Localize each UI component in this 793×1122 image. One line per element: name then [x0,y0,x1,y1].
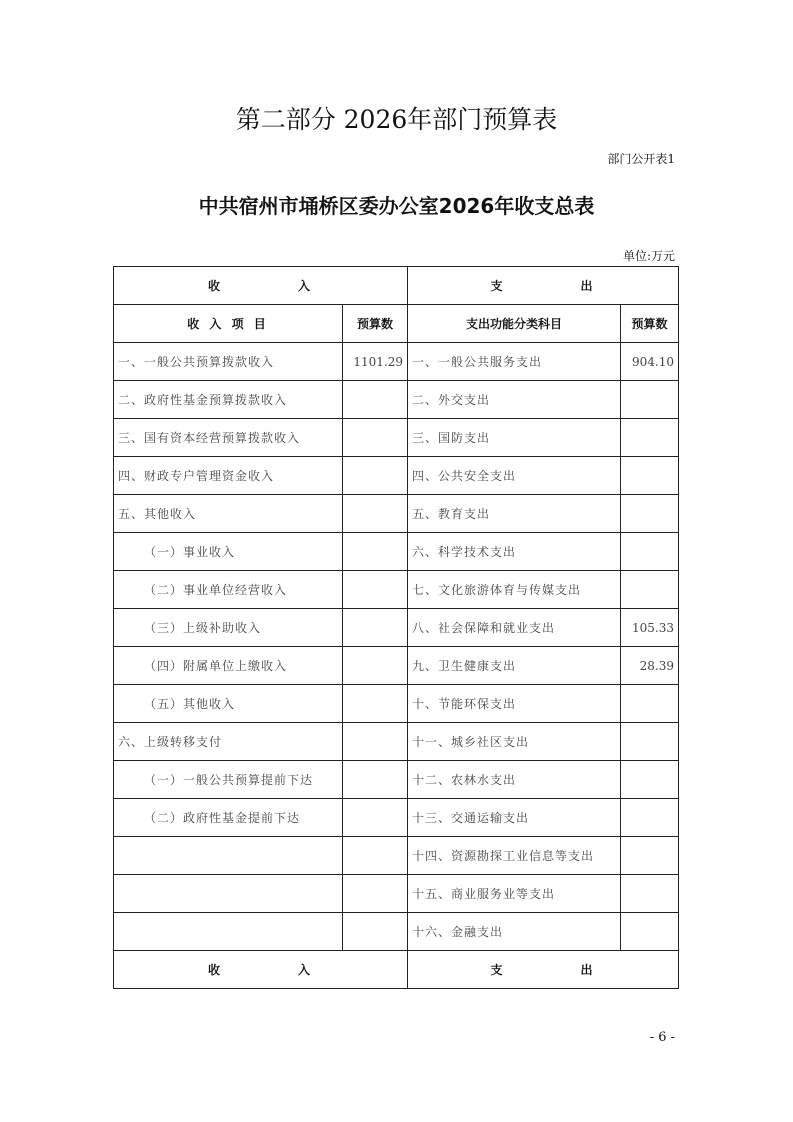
table-row [114,381,679,419]
expense-item: 十二、农林水支出 [408,761,621,799]
table-row [114,647,679,685]
page-number: - 6 - [649,1030,675,1045]
income-item: （二）政府性基金提前下达 [114,799,343,837]
table-row [114,495,679,533]
budget-table [113,266,679,989]
income-item: 二、政府性基金预算拨款收入 [114,381,343,419]
income-budget [343,723,408,761]
expense-item: 六、科学技术支出 [408,533,621,571]
income-budget [343,495,408,533]
expense-budget: 105.33 [621,609,679,647]
expense-budget [621,913,679,951]
income-item [114,913,343,951]
expense-item-header: 支出功能分类科目 [408,305,621,343]
income-item-header: 收 入 项 目 [114,305,343,343]
expense-item: 十四、资源勘探工业信息等支出 [408,837,621,875]
income-budget [343,647,408,685]
expense-budget [621,799,679,837]
expense-item: 十、节能环保支出 [408,685,621,723]
income-item: （五）其他收入 [114,685,343,723]
table-tag: 部门公开表1 [607,152,675,166]
table-row [114,533,679,571]
expense-budget [621,761,679,799]
income-item: （一）一般公共预算提前下达 [114,761,343,799]
income-item [114,837,343,875]
table-row [114,799,679,837]
expense-budget [621,495,679,533]
table-row [114,343,679,381]
expense-item: 五、教育支出 [408,495,621,533]
table-row [114,571,679,609]
income-budget [343,913,408,951]
table-row [114,837,679,875]
table-row [114,419,679,457]
income-budget [343,837,408,875]
expense-item: 三、国防支出 [408,419,621,457]
expense-budget-header: 预算数 [621,305,679,343]
income-item: 三、国有资本经营预算拨款收入 [114,419,343,457]
expense-budget [621,457,679,495]
income-header: 收 入 [114,267,408,305]
table-title: 中共宿州市埇桥区委办公室2026年收支总表 [198,194,595,218]
expense-item: 七、文化旅游体育与传媒支出 [408,571,621,609]
expense-item: 一、一般公共服务支出 [408,343,621,381]
income-item: （一）事业收入 [114,533,343,571]
expense-budget [621,533,679,571]
expense-budget [621,571,679,609]
income-budget [343,419,408,457]
expense-item: 十三、交通运输支出 [408,799,621,837]
expense-budget [621,875,679,913]
income-item [114,875,343,913]
income-budget-header: 预算数 [343,305,408,343]
income-budget [343,457,408,495]
income-item: （二）事业单位经营收入 [114,571,343,609]
income-footer: 收 入 [114,951,408,989]
expense-item: 十一、城乡社区支出 [408,723,621,761]
expense-budget [621,685,679,723]
income-budget [343,381,408,419]
income-budget [343,875,408,913]
table-row [114,609,679,647]
income-budget [343,799,408,837]
income-item: 四、财政专户管理资金收入 [114,457,343,495]
income-budget [343,761,408,799]
expense-item: 二、外交支出 [408,381,621,419]
expense-item: 十五、商业服务业等支出 [408,875,621,913]
expense-budget: 904.10 [621,343,679,381]
income-item: （四）附属单位上缴收入 [114,647,343,685]
expense-budget [621,419,679,457]
income-item: （三）上级补助收入 [114,609,343,647]
income-item: 一、一般公共预算拨款收入 [114,343,343,381]
income-item: 五、其他收入 [114,495,343,533]
income-item: 六、上级转移支付 [114,723,343,761]
income-budget [343,685,408,723]
expense-budget: 28.39 [621,647,679,685]
expense-item: 四、公共安全支出 [408,457,621,495]
income-budget [343,533,408,571]
expense-header: 支 出 [408,267,679,305]
page-title: 第二部分 2026年部门预算表 [235,105,558,134]
table-row [114,723,679,761]
table-row [114,685,679,723]
unit-label: 单位:万元 [622,249,675,263]
table-row [114,457,679,495]
expense-item: 九、卫生健康支出 [408,647,621,685]
expense-item: 十六、金融支出 [408,913,621,951]
table-row [114,913,679,951]
expense-budget [621,381,679,419]
income-budget [343,571,408,609]
expense-budget [621,723,679,761]
expense-footer: 支 出 [408,951,679,989]
expense-budget [621,837,679,875]
income-budget: 1101.29 [343,343,408,381]
table-row [114,875,679,913]
expense-item: 八、社会保障和就业支出 [408,609,621,647]
income-budget [343,609,408,647]
table-row [114,761,679,799]
